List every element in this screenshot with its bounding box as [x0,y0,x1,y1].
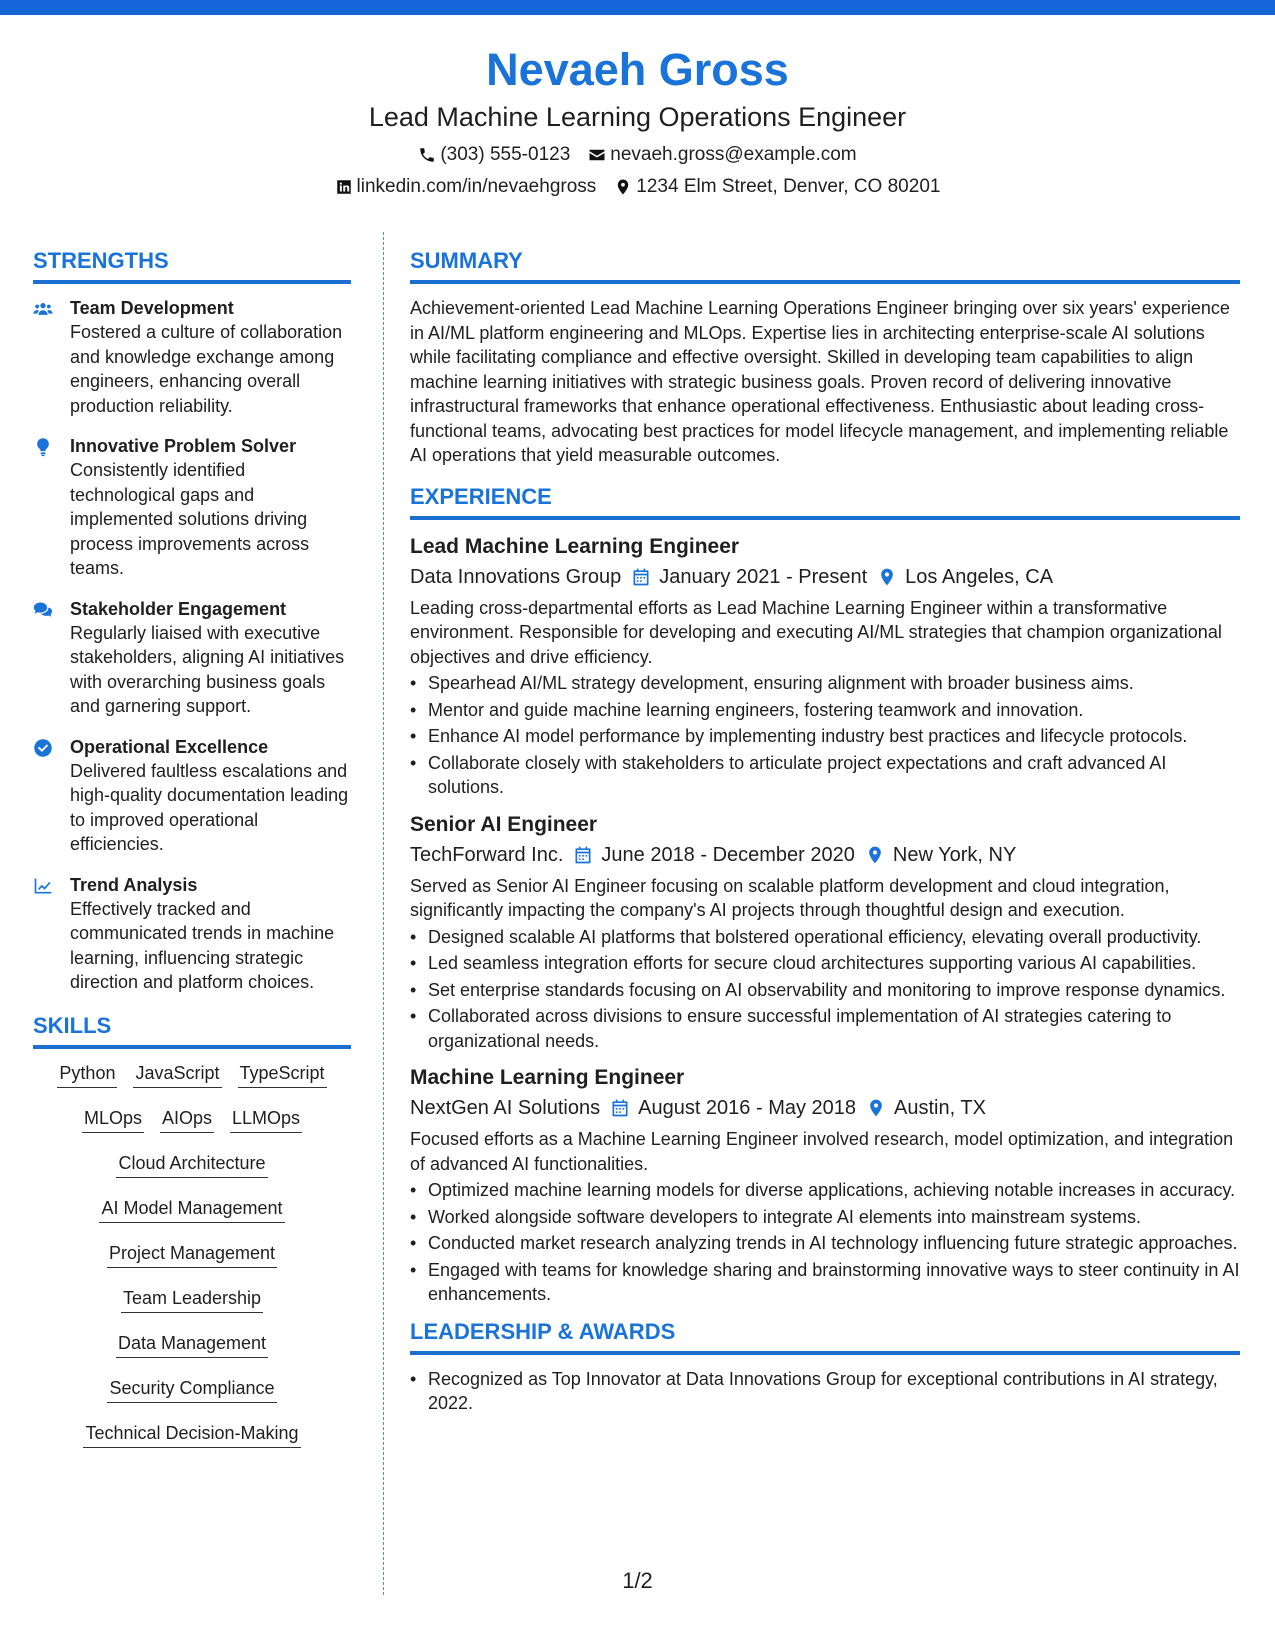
calendar-icon [631,567,651,587]
job-meta [410,562,1240,592]
contact-row-2 [0,174,1275,200]
job-bullets [410,1178,1240,1307]
resume-header [0,40,1275,200]
skill-tag: Team Leadership [121,1286,263,1313]
job-title: Machine Learning Engineer [410,1066,685,1089]
skill-tag: Data Management [116,1331,268,1358]
right-column [410,246,1240,1418]
check-circle-icon [33,738,53,758]
job-company: TechForward Inc. [410,843,564,866]
strength-item [33,296,351,418]
bullet-item: • Enhance AI model performance by implementing industry best practices and lifecycle protocols. [410,724,1240,749]
skills-list [33,1061,351,1466]
job-dates: August 2016 - May 2018 [638,1097,857,1119]
phone-contact [418,142,570,168]
left-column [33,246,351,1466]
job-bullets [410,925,1240,1054]
job-location: New York, NY [892,843,1017,866]
skill-tag: TypeScript [238,1061,327,1088]
strength-title: Innovative Problem Solver [70,436,297,456]
column-divider [383,232,384,1595]
awards-list [410,1367,1240,1416]
skill-tag: Python [57,1061,117,1088]
summary-text: Achievement-oriented Lead Machine Learning Operations Engineer bringing over six years' experience in AI/ML platform engineering and MLOps. Expertise lies in architecting enterprise-scale AI solutions while facilitating compliance and effective oversight. Skilled in developing team capabilities to align machine learning initiatives with strategic business goals. Proven record of delivering innovative infrastructural frameworks that enhance operational effectiveness. Enthusiastic about leading cross-functional teams, advocating best practices for model lifecycle management, and implementing reliable AI operations that yield measurable outcomes. [410,298,1230,465]
address-text: 1234 Elm Street, Denver, CO 80201 [636,176,941,197]
email-contact[interactable] [588,142,856,168]
skill-tag: MLOps [82,1106,144,1133]
job-description: Served as Senior AI Engineer focusing on scalable platform development and cloud integration, significantly impacting the company's AI projects through thoughtful design and execution. [410,875,1170,920]
chart-line-icon [33,876,53,896]
job-description: Leading cross-departmental efforts as Lead Machine Learning Engineer within a transformative environment. Responsible for developing and executing AI/ML strategies that champion organizational objectives and drive efficiency. [410,597,1222,667]
strength-title: Operational Excellence [70,736,269,757]
strength-title: Team Development [70,298,234,318]
location-pin-icon [865,845,885,865]
skill-tag: AI Model Management [99,1196,284,1223]
skill-tag: Cloud Architecture [116,1151,267,1178]
bullet-item: • Set enterprise standards focusing on AI observability and monitoring to improve response dynamics. [410,978,1240,1003]
linkedin-icon [335,178,353,196]
bullet-item: • Designed scalable AI platforms that bolstered operational efficiency, elevating overall productivity. [410,925,1240,950]
job-entry [410,810,1240,1054]
awards-heading: LEADERSHIP & AWARDS [410,1317,1240,1355]
job-title: Senior AI Engineer [410,812,598,836]
contact-row-1 [0,142,1275,168]
skills-heading: SKILLS [33,1011,351,1049]
phone-text: (303) 555-0123 [440,144,571,165]
job-dates: June 2018 - December 2020 [601,843,855,866]
phone-icon [418,146,436,164]
job-bullets [410,671,1240,800]
skill-tag: Technical Decision-Making [83,1421,300,1448]
summary-heading: SUMMARY [410,246,1240,284]
location-pin-icon [866,1098,886,1118]
bullet-item: • Collaborated across divisions to ensure successful implementation of AI strategies catering to organizational needs. [410,1004,1240,1053]
job-location: Austin, TX [894,1097,986,1119]
experience-heading: EXPERIENCE [410,482,1240,520]
job-description: Focused efforts as a Machine Learning Engineer involved research, model optimization, and integration of advanced AI functionalities. [410,1129,1234,1174]
skill-tag: Project Management [107,1241,277,1268]
linkedin-contact[interactable] [335,174,597,200]
job-meta [410,840,1240,870]
bullet-item: • Conducted market research analyzing trends in AI technology influencing future strategic approaches. [410,1231,1240,1256]
strength-desc: Fostered a culture of collaboration and knowledge exchange among engineers, enhancing overall production reliability. [70,322,343,416]
strength-desc: Consistently identified technological gaps and implemented solutions driving process improvements across teams. [70,460,310,578]
candidate-name: Nevaeh Gross [486,44,789,95]
job-company: NextGen AI Solutions [410,1097,601,1119]
job-entry [410,1063,1240,1307]
lightbulb-icon [33,437,53,457]
comments-icon [33,600,53,620]
bullet-item: • Collaborate closely with stakeholders to articulate project expectations and craft advanced AI solutions. [410,751,1240,800]
bullet-item: • Engaged with teams for knowledge sharing and brainstorming innovative ways to steer continuity in AI enhancements. [410,1258,1240,1307]
strength-desc: Effectively tracked and communicated trends in machine learning, influencing strategic direction and platform choices. [70,898,335,992]
linkedin-text[interactable]: linkedin.com/in/nevaehgross [356,176,597,197]
strength-item [33,597,351,719]
candidate-title: Lead Machine Learning Operations Engineer [368,102,907,132]
strength-item [33,434,351,581]
skill-tag: JavaScript [133,1061,221,1088]
strength-desc: Regularly liaised with executive stakeholders, aligning AI initiatives with overarching business goals and garnering support. [70,622,345,716]
calendar-icon [610,1098,630,1118]
bullet-item: • Spearhead AI/ML strategy development, ensuring alignment with broader business aims. [410,671,1240,696]
job-company: Data Innovations Group [410,565,622,588]
award-item: • Recognized as Top Innovator at Data Innovations Group for exceptional contributions in AI strategy, 2022. [410,1367,1240,1416]
envelope-icon [588,146,606,164]
bullet-item: • Worked alongside software developers to integrate AI elements into mainstream systems. [410,1205,1240,1230]
job-dates: January 2021 - Present [659,565,868,588]
strength-title: Trend Analysis [70,874,198,895]
calendar-icon [573,845,593,865]
job-title: Lead Machine Learning Engineer [410,534,740,558]
location-pin-icon [877,567,897,587]
strength-title: Stakeholder Engagement [70,598,287,619]
bullet-item: • Led seamless integration efforts for secure cloud architectures supporting various AI capabilities. [410,951,1240,976]
skill-tag: LLMOps [230,1106,302,1133]
skill-tag: AIOps [160,1106,214,1133]
strength-item [33,735,351,857]
strengths-heading: STRENGTHS [33,246,351,284]
job-meta [410,1093,1240,1123]
page-number: 1/2 [622,1568,653,1593]
bullet-item: • Optimized machine learning models for diverse applications, achieving notable increases in accuracy. [410,1178,1240,1203]
bullet-item: • Mentor and guide machine learning engineers, fostering teamwork and innovation. [410,698,1240,723]
strength-item [33,873,351,995]
users-icon [33,299,53,319]
strength-desc: Delivered faultless escalations and high-quality documentation leading to improved operational efficiencies. [70,760,349,854]
address-contact [614,174,940,200]
email-text[interactable]: nevaeh.gross@example.com [610,144,857,165]
job-entry [410,532,1240,800]
job-location: Los Angeles, CA [905,565,1054,588]
location-pin-icon [614,178,632,196]
skill-tag: Security Compliance [107,1376,276,1403]
top-accent-bar [0,0,1275,15]
